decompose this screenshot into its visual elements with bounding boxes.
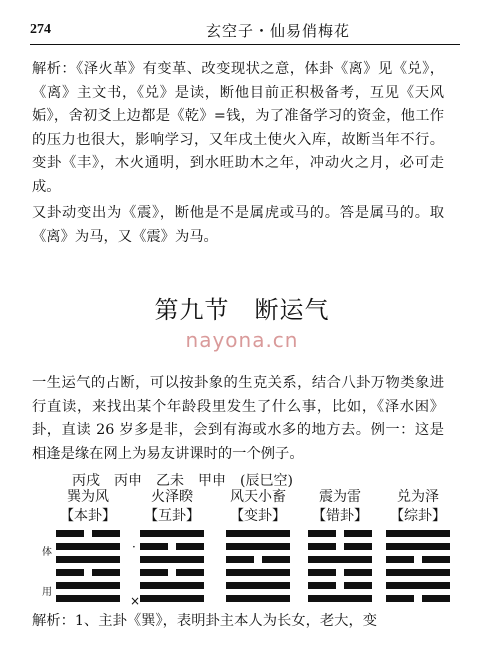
yang-line (56, 582, 120, 589)
line-segment (308, 543, 336, 550)
hexagram-heading-1 (48, 488, 128, 526)
hexagram-label: 【错卦】 (312, 508, 368, 524)
hexagram-name: 震为雷 (319, 489, 361, 505)
yin-line (308, 582, 372, 589)
yin-line (226, 556, 290, 563)
yang-line (226, 569, 290, 576)
ganzhi-line: 丙戌 丙申 乙未 甲申 (辰巳空) (72, 473, 293, 489)
line-segment (386, 569, 450, 576)
line-segment (226, 530, 290, 537)
yin-line (308, 569, 372, 576)
hexagram-figure-5 (386, 530, 450, 610)
line-segment (56, 582, 120, 589)
yin-line (386, 556, 450, 563)
yang-line (226, 595, 290, 602)
line-segment (262, 556, 290, 563)
line-segment (386, 530, 450, 537)
header-rule (30, 44, 460, 45)
moving-dot-mark: · (132, 540, 136, 554)
line-segment (226, 595, 290, 602)
line-segment (386, 595, 414, 602)
paragraph-analysis-1: 解析：《泽火革》有变革、改变现状之意，体卦《离》见《兑》，《离》主文书，《兑》是读，断他目前正积极备考，互见《天风姤》，舍初爻上边都是《乾》=钱，为了准备学习的资金，他工作的压力也很大，影响学习，又年戌土使火入库，故断当年不行。变卦《丰》，木火通明，到水旺助木之年，冲动火之月，必可走成。 (32, 61, 444, 195)
line-segment (308, 595, 372, 602)
yin-line (56, 530, 120, 537)
paragraph-analysis-2: 又卦动变出为《震》，断他是不是属虎或马的。答是属马的。取《离》为马，又《震》为马。 (32, 205, 444, 245)
line-segment (140, 595, 204, 602)
line-segment (422, 556, 450, 563)
line-segment (140, 530, 204, 537)
line-segment (140, 556, 204, 563)
hexagram-heading-3 (218, 488, 298, 526)
yang-line (386, 543, 450, 550)
line-segment (308, 569, 336, 576)
line-segment (386, 556, 414, 563)
line-segment (226, 582, 290, 589)
yang-line (226, 582, 290, 589)
hexagram-label: 【综卦】 (390, 508, 446, 524)
paragraph-intro: 一生运气的占断，可以按卦象的生克关系，结合八卦万物类象进行直读，来找出某个年龄段里发生了什么事，比如，《泽水困》卦，直读 26 岁多是非，会到有海或水多的地方去。例一：这是相逢是缘在网上为易友讲课时的一个例子。 (32, 375, 444, 462)
yang-line (140, 530, 204, 537)
hexagram-label: 【本卦】 (60, 508, 116, 524)
line-segment (176, 543, 204, 550)
yang-line (386, 569, 450, 576)
hexagram-heading-5 (378, 488, 458, 526)
hexagram-figure-3 (226, 530, 290, 610)
hexagram-heading-2 (132, 488, 212, 526)
hexagram-name: 风天小畜 (230, 489, 286, 505)
hexagram-name: 兑为泽 (397, 489, 439, 505)
moving-line-cross-mark: × (130, 594, 141, 608)
line-segment (56, 530, 84, 537)
hexagram-label: 【互卦】 (144, 508, 200, 524)
yin-line (308, 543, 372, 550)
yang-line (140, 595, 204, 602)
line-segment (308, 530, 336, 537)
line-segment (386, 543, 450, 550)
line-segment (56, 569, 84, 576)
line-segment (92, 530, 120, 537)
yang-line (386, 530, 450, 537)
line-segment (226, 543, 290, 550)
line-segment (56, 556, 120, 563)
yang-line (308, 595, 372, 602)
side-label-yong: 用 (42, 587, 52, 598)
hexagram-figure-1 (56, 530, 120, 610)
yang-line (308, 556, 372, 563)
line-segment (344, 582, 372, 589)
line-segment (422, 595, 450, 602)
line-segment (386, 582, 450, 589)
line-segment (92, 569, 120, 576)
yang-line (226, 543, 290, 550)
line-segment (308, 582, 336, 589)
yang-line (140, 582, 204, 589)
hexagram-name: 巽为风 (67, 489, 109, 505)
line-segment (140, 569, 168, 576)
page-header (30, 20, 460, 46)
yang-line (386, 582, 450, 589)
line-segment (344, 543, 372, 550)
yin-line (308, 530, 372, 537)
side-label-ti: 体 (42, 547, 52, 558)
line-segment (308, 556, 372, 563)
line-segment (344, 569, 372, 576)
yin-line (386, 595, 450, 602)
line-segment (140, 543, 168, 550)
line-segment (226, 569, 290, 576)
line-segment (140, 582, 204, 589)
yang-line (56, 595, 120, 602)
hexagram-heading-4 (300, 488, 380, 526)
line-segment (56, 543, 120, 550)
line-segment (176, 569, 204, 576)
paragraph-analysis-3: 解析：1、主卦《巽》，表明卦主本人为长女，老大，变 (32, 613, 378, 629)
line-segment (344, 530, 372, 537)
watermark: nayona.cn (185, 328, 299, 352)
yang-line (56, 543, 120, 550)
hexagram-label: 【变卦】 (230, 508, 286, 524)
section-title: 第九节 断运气 (154, 296, 330, 324)
hexagram-name: 火泽睽 (151, 489, 193, 505)
hexagram-figure-4 (308, 530, 372, 610)
hexagram-figure-2 (140, 530, 204, 610)
yin-line (140, 543, 204, 550)
page-number: 274 (30, 22, 51, 37)
yin-line (56, 569, 120, 576)
yin-line (140, 569, 204, 576)
line-segment (226, 556, 254, 563)
yang-line (56, 556, 120, 563)
yang-line (226, 530, 290, 537)
line-segment (56, 595, 120, 602)
yang-line (140, 556, 204, 563)
running-title: 玄空子・仙易俏梅花 (206, 22, 351, 40)
